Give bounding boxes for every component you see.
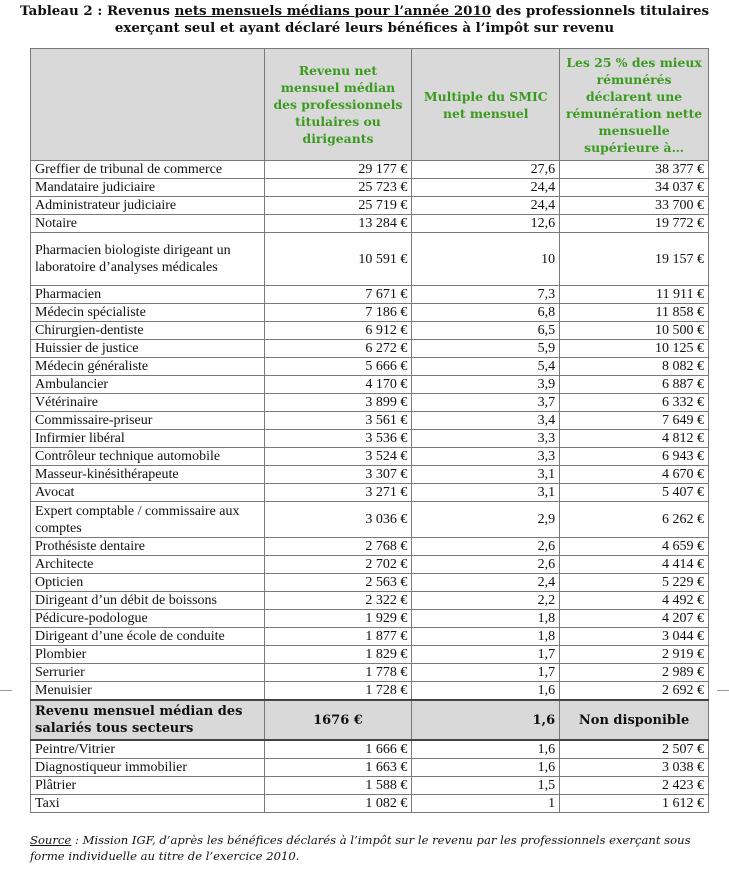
row-smic: 1 xyxy=(412,795,560,813)
header-row xyxy=(31,49,709,161)
row-label: Commissaire-priseur xyxy=(31,412,265,430)
row-top25: 6 262 € xyxy=(560,502,709,538)
row-top25: 4 812 € xyxy=(560,430,709,448)
row-label: Architecte xyxy=(31,556,265,574)
header-top25: Les 25 % des mieux rémunérés déclarent une rémunération nette mensuelle supérieure à… xyxy=(560,49,709,161)
row-revenu: 1 829 € xyxy=(264,646,412,664)
row-smic: 1,6 xyxy=(412,759,560,777)
row-top25: 11 858 € xyxy=(560,304,709,322)
row-top25: 5 407 € xyxy=(560,484,709,502)
row-label: Greffier de tribunal de commerce xyxy=(31,161,265,179)
table-row xyxy=(31,179,709,197)
row-revenu: 10 591 € xyxy=(264,233,412,286)
row-revenu: 25 719 € xyxy=(264,197,412,215)
row-top25: 4 207 € xyxy=(560,610,709,628)
row-top25: 6 943 € xyxy=(560,448,709,466)
row-smic: 3,1 xyxy=(412,484,560,502)
row-smic: 12,6 xyxy=(412,215,560,233)
table-row xyxy=(31,448,709,466)
row-revenu: 3 524 € xyxy=(264,448,412,466)
table-row xyxy=(31,233,709,286)
row-label: Pharmacien biologiste dirigeant un laboratoire d’analyses médicales xyxy=(31,233,265,286)
row-label: Médecin spécialiste xyxy=(31,304,265,322)
table-row xyxy=(31,197,709,215)
table-row xyxy=(31,556,709,574)
row-smic: 3,3 xyxy=(412,430,560,448)
row-revenu: 2 322 € xyxy=(264,592,412,610)
row-top25: 2 507 € xyxy=(560,740,709,759)
table-row xyxy=(31,795,709,813)
row-smic: 1,7 xyxy=(412,664,560,682)
salaries-revenu: 1676 € xyxy=(264,700,412,740)
row-revenu: 25 723 € xyxy=(264,179,412,197)
margin-tick-right xyxy=(717,690,729,691)
table-row xyxy=(31,161,709,179)
salaries-top25: Non disponible xyxy=(560,700,709,740)
title-year: pour l’année 2010 xyxy=(354,3,492,19)
row-revenu: 5 666 € xyxy=(264,358,412,376)
row-top25: 8 082 € xyxy=(560,358,709,376)
row-top25: 10 500 € xyxy=(560,322,709,340)
row-label: Chirurgien-dentiste xyxy=(31,322,265,340)
row-smic: 1,8 xyxy=(412,610,560,628)
table-row xyxy=(31,646,709,664)
row-smic: 2,4 xyxy=(412,574,560,592)
row-smic: 1,6 xyxy=(412,682,560,701)
salaries-row xyxy=(31,700,709,740)
row-revenu: 1 663 € xyxy=(264,759,412,777)
row-top25: 11 911 € xyxy=(560,286,709,304)
row-top25: 2 919 € xyxy=(560,646,709,664)
salaries-smic: 1,6 xyxy=(412,700,560,740)
row-top25: 10 125 € xyxy=(560,340,709,358)
row-smic: 3,4 xyxy=(412,412,560,430)
row-top25: 6 332 € xyxy=(560,394,709,412)
row-top25: 3 044 € xyxy=(560,628,709,646)
table-row xyxy=(31,592,709,610)
row-label: Masseur-kinésithérapeute xyxy=(31,466,265,484)
row-revenu: 29 177 € xyxy=(264,161,412,179)
row-top25: 2 989 € xyxy=(560,664,709,682)
row-revenu: 4 170 € xyxy=(264,376,412,394)
row-revenu: 2 702 € xyxy=(264,556,412,574)
row-revenu: 3 271 € xyxy=(264,484,412,502)
row-smic: 2,9 xyxy=(412,502,560,538)
row-label: Mandataire judiciaire xyxy=(31,179,265,197)
row-top25: 7 649 € xyxy=(560,412,709,430)
row-label: Prothésiste dentaire xyxy=(31,538,265,556)
row-label: Dirigeant d’un débit de boissons xyxy=(31,592,265,610)
row-smic: 27,6 xyxy=(412,161,560,179)
table-row xyxy=(31,466,709,484)
revenue-table xyxy=(30,48,709,813)
row-revenu: 3 036 € xyxy=(264,502,412,538)
row-smic: 1,7 xyxy=(412,646,560,664)
row-smic: 7,3 xyxy=(412,286,560,304)
row-label: Médecin généraliste xyxy=(31,358,265,376)
row-revenu: 7 186 € xyxy=(264,304,412,322)
row-revenu: 1 082 € xyxy=(264,795,412,813)
row-top25: 1 612 € xyxy=(560,795,709,813)
table-row xyxy=(31,628,709,646)
title-line2: exerçant seul et ayant déclaré leurs bénéfices à l’impôt sur revenu xyxy=(114,20,615,36)
row-top25: 19 157 € xyxy=(560,233,709,286)
table-row xyxy=(31,376,709,394)
row-revenu: 1 728 € xyxy=(264,682,412,701)
row-label: Serrurier xyxy=(31,664,265,682)
row-top25: 2 423 € xyxy=(560,777,709,795)
row-label: Infirmier libéral xyxy=(31,430,265,448)
row-smic: 3,7 xyxy=(412,394,560,412)
title-part3: des professionnels titulaires xyxy=(491,3,710,19)
row-label: Contrôleur technique automobile xyxy=(31,448,265,466)
row-smic: 6,8 xyxy=(412,304,560,322)
row-top25: 4 414 € xyxy=(560,556,709,574)
row-smic: 2,6 xyxy=(412,538,560,556)
row-smic: 2,2 xyxy=(412,592,560,610)
row-smic: 5,9 xyxy=(412,340,560,358)
title-underlined: nets mensuels médians xyxy=(174,3,355,19)
row-label: Menuisier xyxy=(31,682,265,701)
margin-tick-left xyxy=(0,690,12,691)
table-row xyxy=(31,215,709,233)
salaries-label: Revenu mensuel médian des salariés tous secteurs xyxy=(31,700,265,740)
table-row xyxy=(31,394,709,412)
table-row xyxy=(31,484,709,502)
row-label: Expert comptable / commissaire aux comptes xyxy=(31,502,265,538)
row-label: Ambulancier xyxy=(31,376,265,394)
row-smic: 6,5 xyxy=(412,322,560,340)
row-revenu: 3 536 € xyxy=(264,430,412,448)
table-row xyxy=(31,740,709,759)
row-revenu: 6 272 € xyxy=(264,340,412,358)
row-top25: 34 037 € xyxy=(560,179,709,197)
row-revenu: 3 307 € xyxy=(264,466,412,484)
row-smic: 2,6 xyxy=(412,556,560,574)
row-top25: 3 038 € xyxy=(560,759,709,777)
row-top25: 4 492 € xyxy=(560,592,709,610)
table-row xyxy=(31,538,709,556)
row-smic: 5,4 xyxy=(412,358,560,376)
source-label: Source xyxy=(30,833,72,847)
row-smic: 3,9 xyxy=(412,376,560,394)
row-smic: 1,5 xyxy=(412,777,560,795)
table-row xyxy=(31,682,709,701)
header-revenu: Revenu net mensuel médian des professionnels titulaires ou dirigeants xyxy=(264,49,412,161)
row-smic: 10 xyxy=(412,233,560,286)
row-smic: 24,4 xyxy=(412,179,560,197)
row-smic: 3,1 xyxy=(412,466,560,484)
table-row xyxy=(31,664,709,682)
row-label: Vétérinaire xyxy=(31,394,265,412)
table-row xyxy=(31,502,709,538)
row-top25: 38 377 € xyxy=(560,161,709,179)
table-row xyxy=(31,304,709,322)
row-label: Administrateur judiciaire xyxy=(31,197,265,215)
title-part1: Tableau 2 : Revenus xyxy=(19,3,175,19)
table-row xyxy=(31,777,709,795)
header-blank xyxy=(31,49,265,161)
row-smic: 1,8 xyxy=(412,628,560,646)
row-label: Diagnostiqueur immobilier xyxy=(31,759,265,777)
row-top25: 6 887 € xyxy=(560,376,709,394)
source-text: : Mission IGF, d’après les bénéfices déclarés à l’impôt sur le revenu par les professionnels exerçant sous forme individuelle au titre de l’exercice 2010. xyxy=(30,833,691,863)
table-row xyxy=(31,759,709,777)
table-row xyxy=(31,322,709,340)
row-label: Dirigeant d’une école de conduite xyxy=(31,628,265,646)
table-row xyxy=(31,358,709,376)
row-label: Avocat xyxy=(31,484,265,502)
row-label: Plombier xyxy=(31,646,265,664)
table-row xyxy=(31,340,709,358)
row-top25: 33 700 € xyxy=(560,197,709,215)
row-revenu: 1 877 € xyxy=(264,628,412,646)
table-row xyxy=(31,286,709,304)
row-label: Pharmacien xyxy=(31,286,265,304)
table-body xyxy=(31,161,709,813)
row-top25: 4 670 € xyxy=(560,466,709,484)
row-smic: 1,6 xyxy=(412,740,560,759)
row-revenu: 1 929 € xyxy=(264,610,412,628)
row-revenu: 1 666 € xyxy=(264,740,412,759)
row-label: Plâtrier xyxy=(31,777,265,795)
row-revenu: 2 563 € xyxy=(264,574,412,592)
row-revenu: 1 778 € xyxy=(264,664,412,682)
row-smic: 3,3 xyxy=(412,448,560,466)
row-label: Notaire xyxy=(31,215,265,233)
row-revenu: 13 284 € xyxy=(264,215,412,233)
row-label: Pédicure-podologue xyxy=(31,610,265,628)
table-title xyxy=(0,3,729,37)
row-revenu: 3 899 € xyxy=(264,394,412,412)
table-row xyxy=(31,610,709,628)
header-smic: Multiple du SMIC net mensuel xyxy=(412,49,560,161)
row-label: Taxi xyxy=(31,795,265,813)
row-revenu: 6 912 € xyxy=(264,322,412,340)
row-top25: 2 692 € xyxy=(560,682,709,701)
source-note xyxy=(30,832,720,864)
row-revenu: 7 671 € xyxy=(264,286,412,304)
table-row xyxy=(31,574,709,592)
row-revenu: 2 768 € xyxy=(264,538,412,556)
table-row xyxy=(31,412,709,430)
row-smic: 24,4 xyxy=(412,197,560,215)
row-label: Peintre/Vitrier xyxy=(31,740,265,759)
row-revenu: 3 561 € xyxy=(264,412,412,430)
row-top25: 5 229 € xyxy=(560,574,709,592)
row-top25: 19 772 € xyxy=(560,215,709,233)
row-revenu: 1 588 € xyxy=(264,777,412,795)
table-row xyxy=(31,430,709,448)
row-label: Opticien xyxy=(31,574,265,592)
row-top25: 4 659 € xyxy=(560,538,709,556)
row-label: Huissier de justice xyxy=(31,340,265,358)
